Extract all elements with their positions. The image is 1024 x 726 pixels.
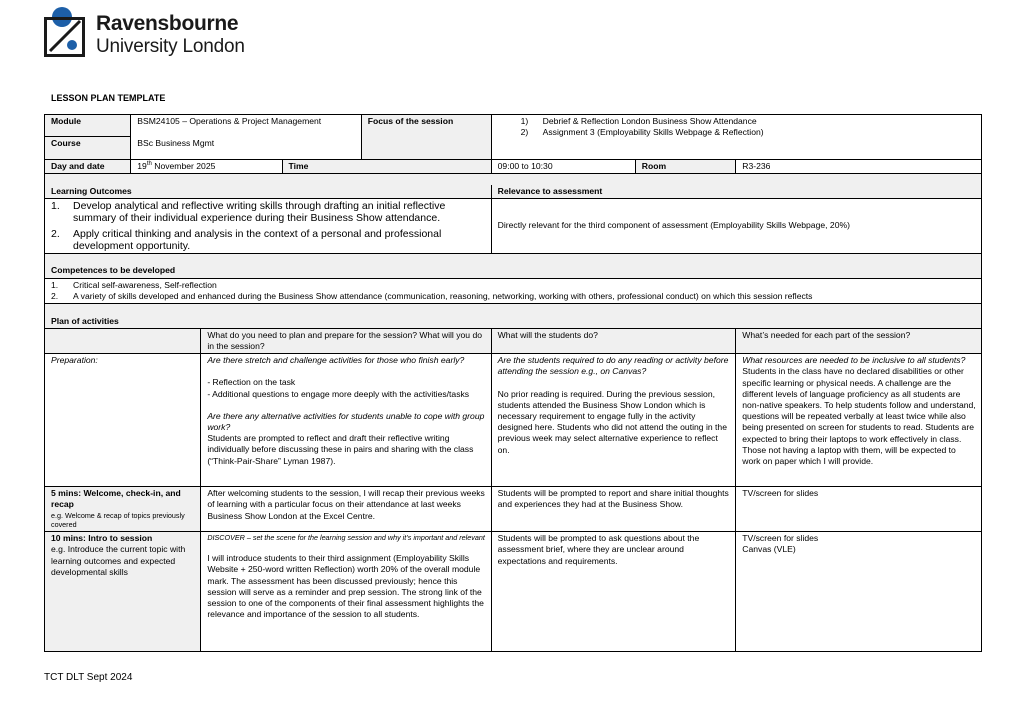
preparation-students: Are the students required to do any reading or activity before attending the session e.g., on Canvas? No prior reading is required. During the previous session, students attended the Business Show London which is necessary requirement to engage fully in the activity designed here. Students who did not attend the outing in the previous week may select alternative experience to reflect on. [491,354,736,487]
time-value: 09:00 to 10:30 [491,160,635,174]
page-title: LESSON PLAN TEMPLATE [51,93,166,103]
intro-students: Students will be prompted to ask questions about the assessment brief, where they are unclear around expectations and requirements. [491,532,736,652]
plan-label: Plan of activities [45,315,982,329]
focus-list: 1) Debrief & Reflection London Business Show Attendance 2) Assignment 3 (Employability Skills Webpage & Reflection) [491,115,981,160]
logo-mark-icon [44,7,88,57]
outcomes-label: Learning Outcomes [45,185,492,199]
room-value: R3-236 [736,160,982,174]
outcome-item: Apply critical thinking and analysis in the context of a personal and professional development opportunity. [73,227,442,252]
competence-item: Critical self-awareness, Self-reflection [73,279,217,290]
outcome-item: Develop analytical and reflective writing skills through drafting an initial reflective summary of their individual experience during their Business Show attendance. [73,199,446,224]
focus-item: Assignment 3 (Employability Skills Webpage & Reflection) [542,127,764,138]
competences-label: Competences to be developed [45,264,982,278]
logo-subtitle: University London [96,36,245,57]
university-logo [44,7,274,59]
col-header-needed: What’s needed for each part of the session? [736,328,982,353]
course-label: Course [45,137,131,160]
competence-item: A variety of skills developed and enhanced during the Business Show attendance (communication, reasoning, networking, working with others, professional conduct) on which this session reflects [73,290,813,301]
welcome-label: 5 mins: Welcome, check-in, and recap e.g. Welcome & recap of topics previously covered [45,487,201,532]
focus-item: Debrief & Reflection London Business Show Attendance [542,116,757,126]
time-label: Time [282,160,491,174]
welcome-needed: TV/screen for slides [736,487,982,532]
day-label: Day and date [45,160,131,174]
welcome-plan: After welcoming students to the session, I will recap their previous weeks of learning with a particular focus on their attendance at last weeks Business Show London at the Excel Centre. [201,487,491,532]
competences-list: 1. Critical self-awareness, Self-reflection 2. A variety of skills developed and enhanced during the Business Show attendance (communication, reasoning, networking, working with others, professional conduct) on which this session reflects [45,278,982,303]
course-value: BSc Business Mgmt [131,137,361,160]
col-header-prepare: What do you need to plan and prepare for the session? What will you do in the session? [201,328,491,353]
preparation-plan: Are there stretch and challenge activities for those who finish early? - Reflection on the task - Additional questions to engage more deeply with the activities/tasks Are there any alternative activities for students unable to cope with group work? Students are prompted to reflect and draft their reflective writing individually before discussing these in pairs and sharing with the class (“Think-Pair-Share” Lyman 1987). [201,354,491,487]
col-header-students: What will the students do? [491,328,736,353]
focus-label: Focus of the session [361,115,491,160]
welcome-students: Students will be prompted to report and share initial thoughts and experiences they had at the Business Show. [491,487,736,532]
preparation-resources: What resources are needed to be inclusive to all students? Students in the class have no declared disabilities or other specific learning or physical needs. A challenge are the different levels of language proficiency as all students are non-native speakers. To help students follow and understand, questions will be repeated verbally at least twice while also being presented on screen for students to read. Students are expected to bring their laptops to work effectively in class. Those not having a laptop with them, will be expected to work on paper which I will provide. [736,354,982,487]
intro-label: 10 mins: Intro to session e.g. Introduce the current topic with learning outcomes and expected developmental skills [45,532,201,652]
intro-plan: DISCOVER – set the scene for the learning session and why it’s important and relevant I will introduce students to their third assignment (Employability Skills Website + 250-word written Reflection) worth 20% of the overall module mark. The assessment has been discussed previously; hence this session will serve as a reminder and prep session. The strong link of the session to one of the components of their final assessment highlights the relevance and importance of the session to all students. [201,532,491,652]
module-value: BSM24105 – Operations & Project Management [131,115,361,137]
footer-note: TCT DLT Sept 2024 [44,672,133,683]
room-label: Room [635,160,735,174]
logo-title: Ravensbourne [96,12,239,35]
module-label: Module [45,115,131,137]
preparation-label: Preparation: [45,354,201,487]
intro-needed: TV/screen for slides Canvas (VLE) [736,532,982,652]
outcomes-list: 1. Develop analytical and reflective writing skills through drafting an initial reflective summary of their individual experience during their Business Show attendance. 2. Apply critical thinking and analysis in the context of a personal and professional development opportunity. [45,198,492,253]
relevance-text: Directly relevant for the third component of assessment (Employability Skills Webpage, 20%) [491,198,981,253]
lesson-plan-table [44,114,982,652]
relevance-label: Relevance to assessment [491,185,981,199]
day-value: 19th November 2025 [131,160,282,174]
